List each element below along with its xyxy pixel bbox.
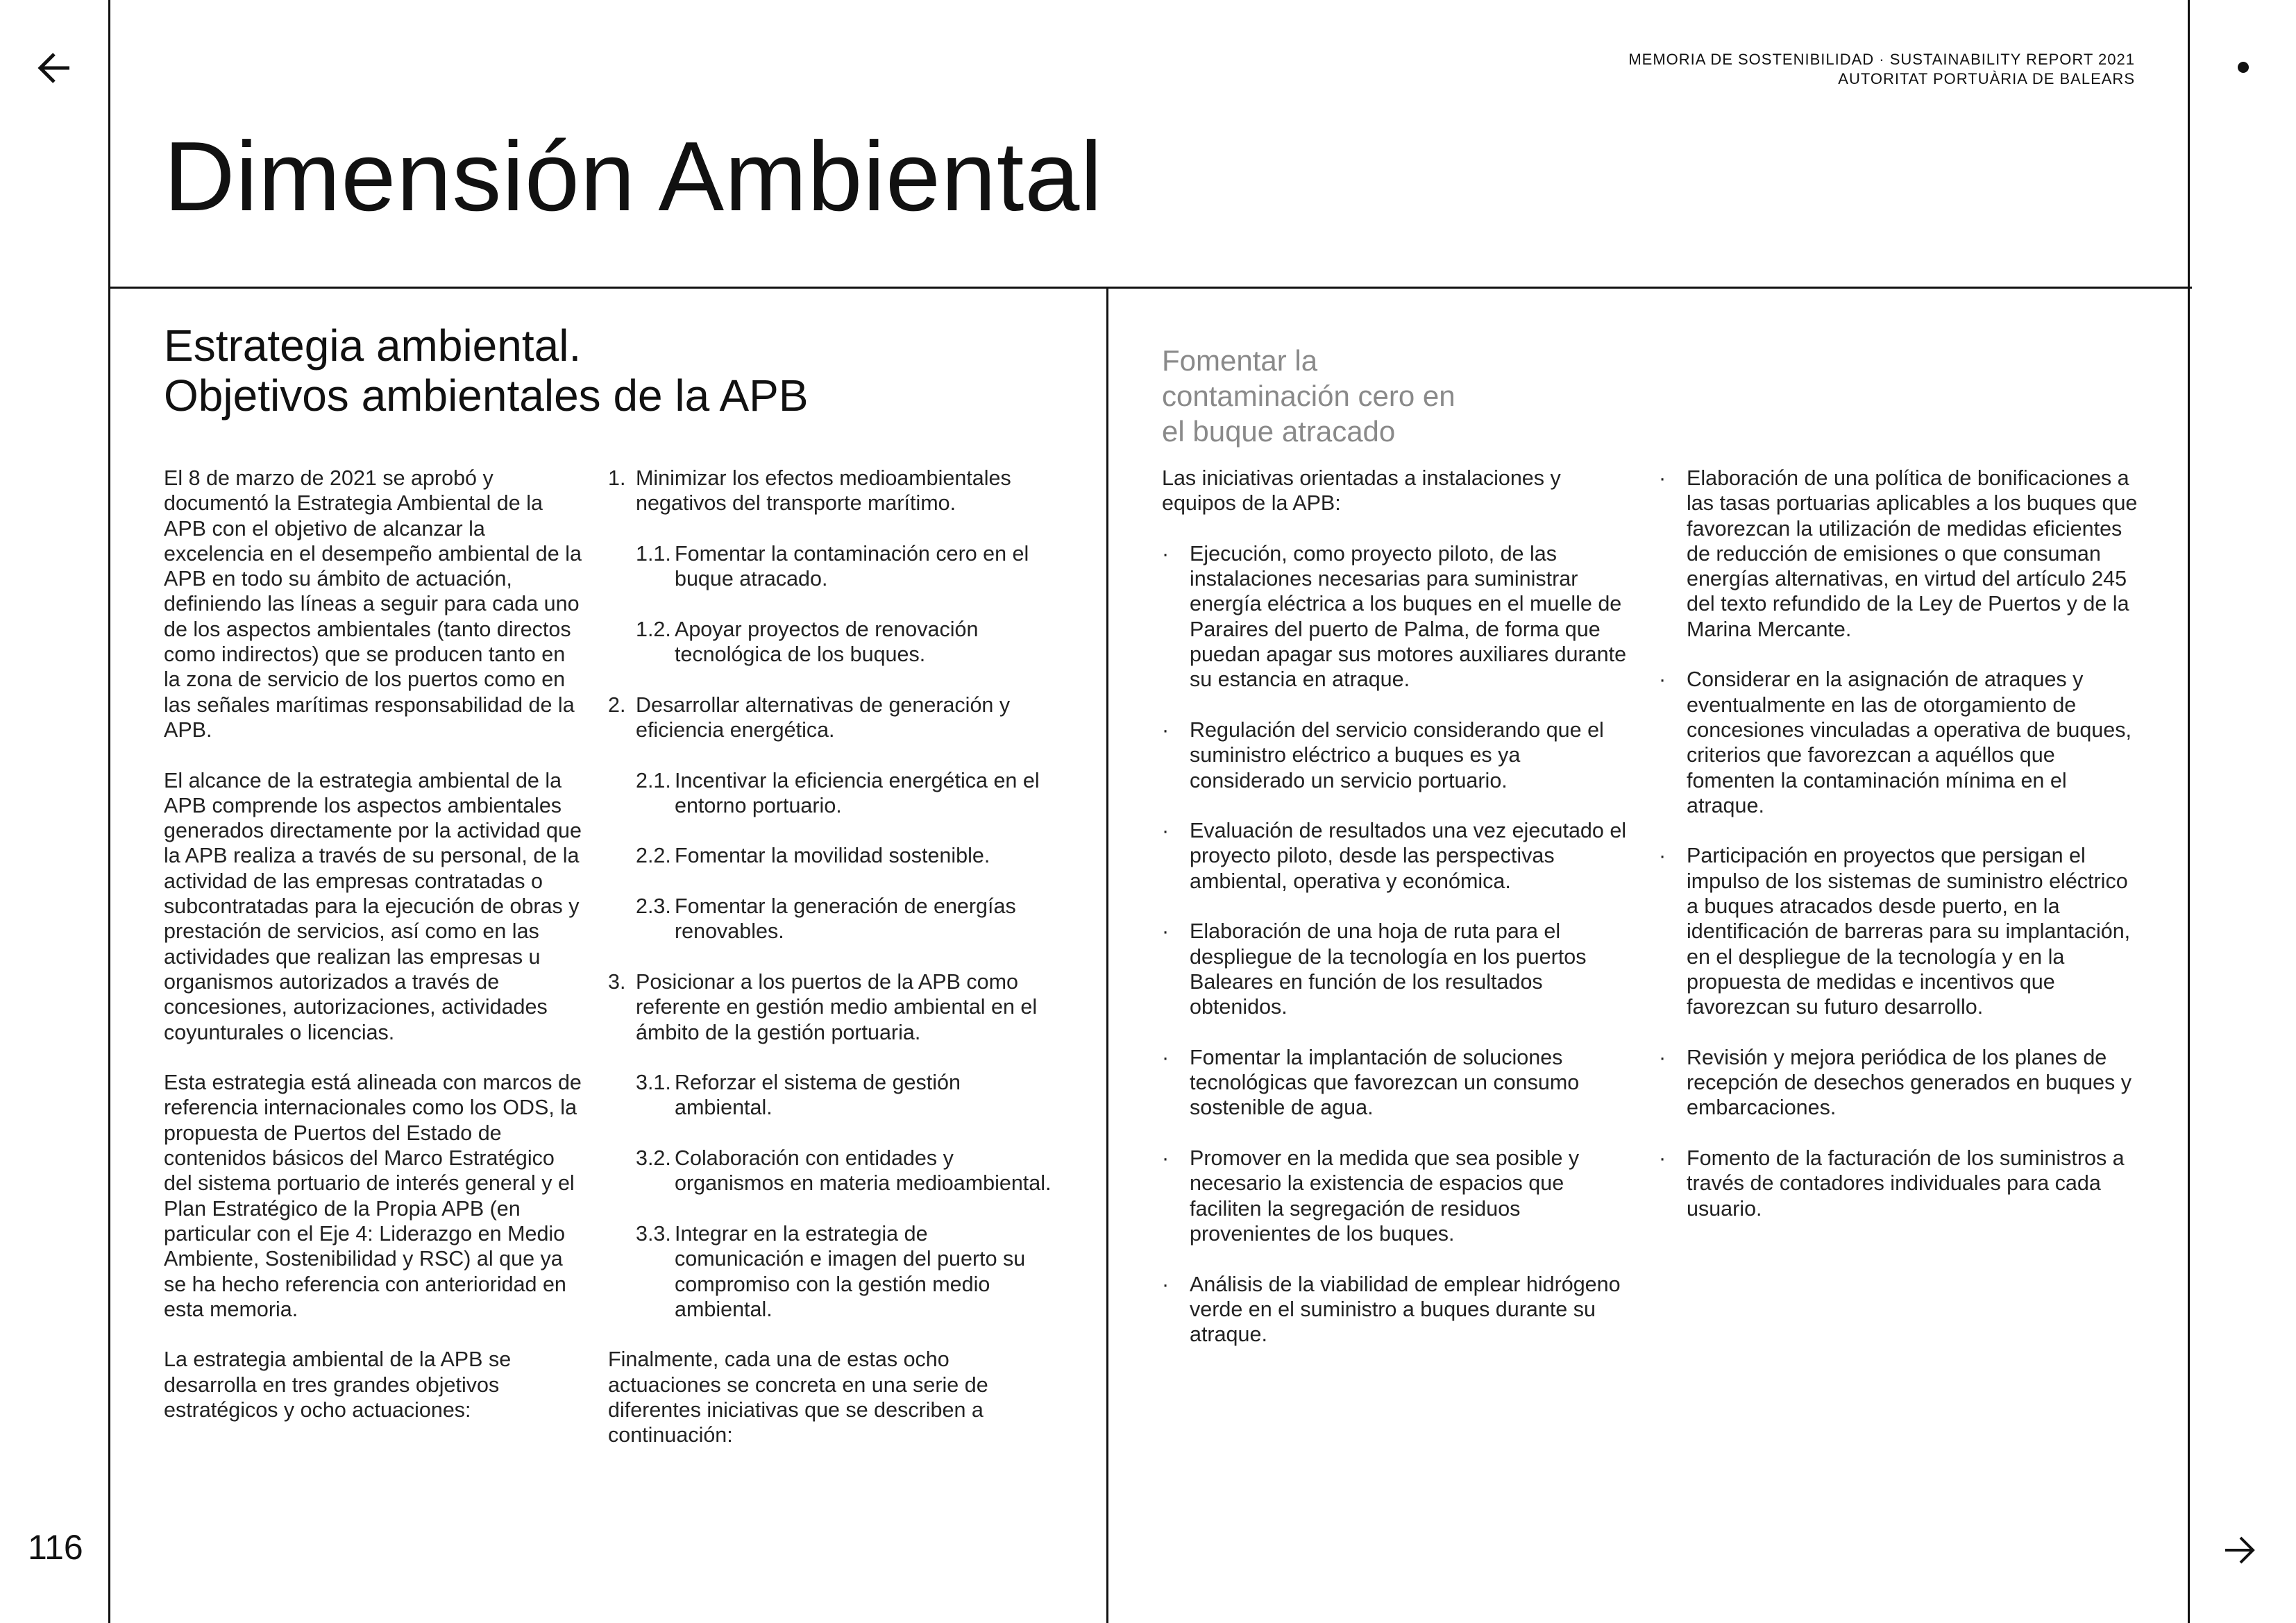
list-item [1659,466,2138,642]
header-divider [108,287,2192,289]
item-number: 1.1. [636,541,671,566]
item-number: 2. [608,692,626,717]
report-header [1628,50,2135,89]
item-number: 3.3. [636,1221,671,1246]
objective-subitem [636,1146,1052,1196]
item-text: Fomento de la facturación de los suministros a través de contadores individuales para cada usuario. [1687,1146,2125,1221]
header-line-1: MEMORIA DE SOSTENIBILIDAD · SUSTAINABILITY REPORT 2021 [1628,51,2135,68]
item-text: Evaluación de resultados una vez ejecutado el proyecto piloto, desde las perspectivas ambiental, operativa y económica. [1190,819,1627,893]
list-item [1659,1146,2138,1221]
item-text: Apoyar proyectos de renovación tecnológica de los buques. [675,617,979,667]
paragraph: Esta estrategia está alineada con marcos de referencia internacionales como los ODS, la propuesta de Puertos del Estado de contenidos básicos del Marco Estratégico del sistema portuario de interés general y el Plan Estratégico de la Propia APB (en particular con el Eje 4: Liderazgo en Medio Ambiente, Sostenibilidad y RSC) al que ya se ha hecho referencia con anterioridad en esta memoria. [164,1071,582,1321]
bullet-mark: · [1162,541,1170,566]
list-item [1659,667,2138,818]
objective-subitem [636,894,1052,944]
column-1 [164,466,587,1448]
item-text: Análisis de la viabilidad de emplear hidrógeno verde en el suministro a buques durante su atraque. [1190,1272,1621,1347]
item-number: 1.2. [636,617,671,641]
item-text: Elaboración de una política de bonificaciones a las tasas portuarias aplicables a los buques que favorezcan la utilización de medidas eficientes de reducción de emisiones o que consuman energías alternativas, en virtud del artículo 245 del texto refundido de la Ley de Puertos y de la Marina Mercante. [1687,466,2138,641]
item-number: 3.2. [636,1146,671,1171]
item-text: Elaboración de una hoja de ruta para el despliegue de la tecnología en los puertos Baleares en función de los resultados obtenidos. [1190,919,1587,1019]
item-text: Fomentar la contaminación cero en el buque atracado. [675,541,1029,591]
item-text: Integrar en la estrategia de comunicación e imagen del puerto su compromiso con la gestión medio ambiental. [675,1221,1026,1321]
section-title-line-1: Estrategia ambiental. [164,321,582,371]
bullet-mark: · [1162,919,1170,944]
dot-icon [2238,62,2249,73]
list-item [1162,541,1634,692]
subsection-title [1162,343,1523,449]
bullet-mark: · [1659,1146,1666,1171]
item-text: Promover en la medida que sea posible y necesario la existencia de espacios que faciliten la segregación de residuos provenientes de los buques. [1190,1146,1580,1246]
objective-subitem [636,541,1052,592]
item-number: 3.1. [636,1071,671,1095]
arrow-right-icon[interactable] [2218,1528,2263,1572]
list-item [1162,1272,1634,1348]
column-2-objectives [608,466,1052,1473]
column-4-initiatives [1659,466,2138,1246]
subtitle-line-1: Fomentar la [1162,344,1318,377]
right-border-line [2188,0,2190,1623]
left-border-line [108,0,110,1623]
item-text: Incentivar la eficiencia energética en el entorno portuario. [675,768,1040,817]
item-text: Ejecución, como proyecto piloto, de las instalaciones necesarias para suministrar energía eléctrica a los buques en el muelle de Paraires del puerto de Palma, de forma que puedan apagar sus motores auxiliares durante su estancia en atraque. [1190,541,1627,692]
section-title [164,321,809,420]
list-item [1162,1045,1634,1121]
item-number: 2.3. [636,894,671,919]
objective-item [608,692,1052,743]
page-number: 116 [28,1528,83,1567]
center-divider [1106,287,1108,1623]
list-item [1162,818,1634,894]
bullet-mark: · [1162,717,1170,742]
paragraph: El alcance de la estrategia ambiental de la APB comprende los aspectos ambientales generados directamente por la actividad que la APB realiza a través de su personal, de la actividad de las empresas contratadas o subcontratadas para la ejecución de obras y prestación de servicios, así como en las actividades que realizan las empresas u organismos autorizados a través de concesiones, autorizaciones, actividades coyunturales o licencias. [164,768,582,1044]
objective-subitem [636,617,1052,668]
item-text: Regulación del servicio considerando que el suministro eléctrico a buques es ya considerado un servicio portuario. [1190,717,1604,792]
arrow-left-icon[interactable] [33,46,78,90]
subtitle-line-2: contaminación cero en [1162,380,1455,412]
paragraph: El 8 de marzo de 2021 se aprobó y documentó la Estrategia Ambiental de la APB con el objetivo de alcanzar la excelencia en el desempeño ambiental de la APB en todo su ámbito de actuación, definiendo las líneas a seguir para cada uno de los aspectos ambientales (tanto directos como indirectos) que se producen tanto en la zona de servicio de los puertos como en las señales marítimas responsabilidad de la APB. [164,466,582,742]
list-item [1659,1045,2138,1121]
item-number: 1. [608,466,626,490]
bullet-mark: · [1162,1272,1170,1296]
item-text: Colaboración con entidades y organismos en materia medioambiental. [675,1146,1052,1196]
objective-subitem [636,1221,1052,1322]
item-text: Desarrollar alternativas de generación y eficiencia energética. [636,692,1011,742]
item-text: Considerar en la asignación de atraques y eventualmente en las de otorgamiento de concesiones vinculadas a operativa de buques, criterios que favorezcan a aquéllos que fomenten la contaminación mínima en el atraque. [1687,668,2132,817]
paragraph: La estrategia ambiental de la APB se desarrolla en tres grandes objetivos estratégicos y ocho actuaciones: [164,1348,512,1422]
subtitle-line-3: el buque atracado [1162,415,1396,448]
header-line-2: AUTORITAT PORTUÀRIA DE BALEARS [1838,70,2135,87]
item-text: Fomentar la movilidad sostenible. [675,844,990,868]
item-text: Reforzar el sistema de gestión ambiental. [675,1071,961,1120]
list-item [1162,919,1634,1019]
item-text: Posicionar a los puertos de la APB como referente en gestión medio ambiental en el ámbito de la gestión portuaria. [636,969,1038,1044]
page-title: Dimensión Ambiental [164,121,1103,232]
objective-subitem [636,768,1052,819]
item-number: 2.1. [636,768,671,792]
objective-item [608,466,1052,516]
list-item [1162,717,1634,793]
bullet-mark: · [1659,668,1666,692]
bullet-mark: · [1659,466,1666,490]
item-text: Minimizar los efectos medioambientales negativos del transporte marítimo. [636,466,1011,516]
bullet-mark: · [1162,1146,1170,1171]
bullet-mark: · [1659,1045,1666,1069]
bullet-mark: · [1659,844,1666,868]
objective-subitem [636,1070,1052,1121]
column-3-initiatives [1162,466,1634,1373]
paragraph: Las iniciativas orientadas a instalaciones y equipos de la APB: [1162,466,1561,516]
objective-subitem [636,843,1052,868]
item-number: 2.2. [636,844,671,868]
item-text: Revisión y mejora periódica de los planes de recepción de desechos generados en buques y embarcaciones. [1687,1045,2132,1120]
paragraph: Finalmente, cada una de estas ocho actuaciones se concreta en una serie de diferentes iniciativas que se describen a continuación: [608,1348,988,1447]
item-text: Fomentar la implantación de soluciones tecnológicas que favorezcan un consumo sostenible de agua. [1190,1045,1580,1120]
list-item [1659,843,2138,1019]
bullet-mark: · [1162,1045,1170,1069]
item-number: 3. [608,969,626,994]
list-item [1162,1146,1634,1246]
item-text: Fomentar la generación de energías renovables. [675,894,1016,944]
item-text: Participación en proyectos que persigan el impulso de los sistemas de suministro eléctrico a buques atracados desde puerto, en la identificación de barreras para su implantación, en el despliegue de la tecnología y en la propuesta de medidas e incentivos que favorezcan su futuro desarrollo. [1687,844,2131,1019]
section-title-line-2: Objetivos ambientales de la APB [164,371,809,420]
bullet-mark: · [1162,819,1170,843]
objective-item [608,969,1052,1045]
